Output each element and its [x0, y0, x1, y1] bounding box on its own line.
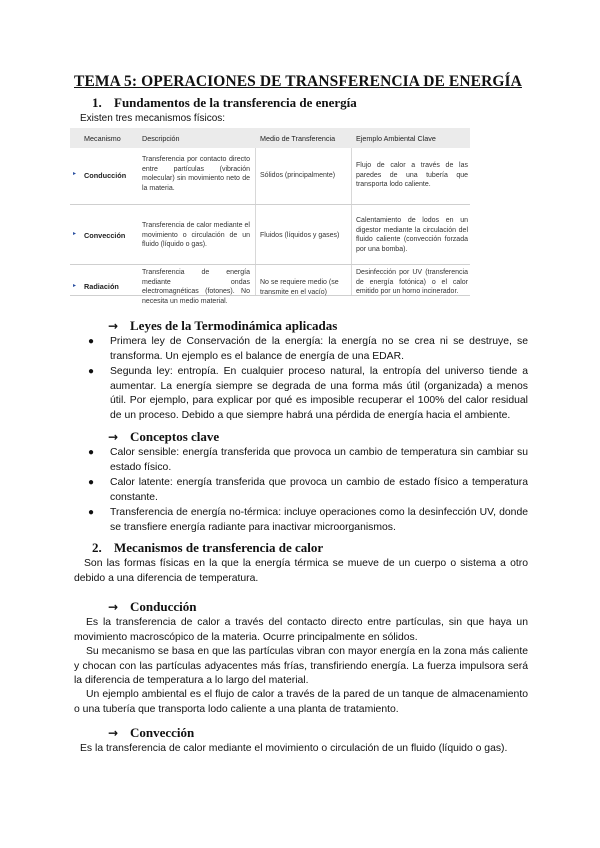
- concepts-list: [88, 446, 528, 535]
- list-item-text: Calor latente: energía transferida que provoca un cambio de estado físico a temperatura constante.: [110, 477, 528, 503]
- mechanism-name: Radiación: [84, 282, 119, 291]
- section-2-text: Son las formas físicas en la que la energía térmica se mueve de un cuerpo o sistema a otro debido a una diferencia de temperatura.: [74, 558, 528, 584]
- list-item: [88, 365, 528, 423]
- mechanism-medium: Sólidos (principalmente): [260, 172, 336, 179]
- mechanism-description: Transferencia de energía mediante ondas electromagnéticas (fotones). No necesita un medio material.: [142, 269, 250, 305]
- conduction-paragraph: Su mecanismo se basa en que las partículas vibran con mayor energía en la zona más caliente y chocan con las partículas adyacentes más frías, transfiriendo energía. La fuerza impulsora será la diferencia de temperatura a lo largo del material.: [74, 646, 528, 686]
- laws-list: [88, 335, 528, 423]
- convection-heading-text: Convección: [130, 725, 195, 740]
- bullet-icon: ●: [88, 366, 95, 377]
- row-marker-icon: ▸: [73, 171, 77, 177]
- list-item-text: Transferencia de energía no-térmica: incluye operaciones como la desinfección UV, donde se transfiere energía radiante para inactivar microorganismos.: [110, 507, 528, 533]
- conduction-paragraph: Un ejemplo ambiental es el flujo de calor a través de la pared de un tanque de almacenamiento o una tubería que transporta lodo caliente a una planta de tratamiento.: [74, 689, 528, 715]
- concepts-heading-text: Conceptos clave: [130, 429, 220, 444]
- row-marker-icon: ▸: [73, 231, 77, 237]
- mechanism-name: Conducción: [84, 171, 127, 180]
- conduction-heading-text: Conducción: [130, 599, 197, 614]
- mechanism-example: Desinfección por UV (transferencia de energía fotónica) o el calor emitido por un horno incinerador.: [356, 269, 468, 296]
- mechanism-name: Convección: [84, 231, 126, 240]
- column-divider: [351, 148, 352, 296]
- section-2-number: 2.: [92, 540, 102, 555]
- section-1-title: Fundamentos de la transferencia de energía: [114, 95, 357, 110]
- laws-heading-text: Leyes de la Termodinámica aplicadas: [130, 318, 338, 333]
- list-item: [88, 335, 528, 364]
- column-divider: [255, 148, 256, 296]
- page-title: TEMA 5: OPERACIONES DE TRANSFERENCIA DE ENERGÍA: [74, 73, 522, 90]
- mechanism-medium: Fluidos (líquidos y gases): [260, 232, 340, 239]
- list-item: [88, 476, 528, 505]
- conduction-paragraph: Es la transferencia de calor a través del contacto directo entre partículas, sin que haya un movimiento macroscópico de la materia. Ocurre principalmente en sólidos.: [74, 617, 528, 643]
- bullet-icon: ●: [88, 336, 95, 347]
- mechanism-description: Transferencia de calor mediante el movimiento o circulación de un fluido (líquido o gas).: [142, 222, 250, 249]
- row-divider: [70, 204, 470, 205]
- arrow-right-icon: →: [108, 726, 119, 740]
- laws-heading: [108, 318, 337, 334]
- mechanisms-table: [70, 128, 470, 305]
- list-item: [88, 446, 528, 475]
- concepts-heading: [108, 429, 219, 445]
- header-medio: Medio de Transferencia: [260, 128, 360, 148]
- section-2-heading: [92, 540, 323, 556]
- convection-text: Es la transferencia de calor mediante el movimiento o circulación de un fluido (líquido o gas).: [80, 743, 508, 754]
- section-2-title: Mecanismos de transferencia de calor: [114, 540, 324, 555]
- header-mecanismo: Mecanismo: [84, 128, 144, 148]
- intro-text: Existen tres mecanismos físicos:: [80, 113, 226, 124]
- bullet-icon: ●: [88, 507, 95, 518]
- header-descripcion: Descripción: [142, 128, 252, 148]
- section-1-number: 1.: [92, 95, 102, 110]
- conduction-heading: [108, 599, 196, 615]
- list-item: [88, 506, 528, 535]
- list-item-text: Calor sensible: energía transferida que provoca un cambio de temperatura sin cambiar su estado físico.: [110, 447, 528, 473]
- section-1-heading: [92, 95, 357, 111]
- mechanism-example: Calentamiento de lodos en un digestor mediante la circulación del fluido caliente (convección forzada por una bomba).: [356, 217, 468, 253]
- list-item-text: Primera ley de Conservación de la energía: la energía no se crea ni se destruye, se transforma. Un ejemplo es el balance de energía de una EDAR.: [110, 336, 528, 362]
- bullet-icon: ●: [88, 447, 95, 458]
- bullet-icon: ●: [88, 477, 95, 488]
- mechanism-example: Flujo de calor a través de las paredes de una tubería que transporta lodo caliente.: [356, 162, 468, 189]
- list-item-text: Segunda ley: entropía. En cualquier proceso natural, la entropía del universo tiende a aumentar. La energía siempre se degrada de una forma más útil (organizada) a menos útil. Por ejemplo, para explicar por qué es imposible recuperar el 100% del calor residual de un proceso. Debido a que siempre habrá una pérdida de energía hacia el ambiente.: [110, 366, 528, 421]
- mechanism-medium: No se requiere medio (se transmite en el vacío): [260, 279, 339, 296]
- convection-heading: [108, 725, 194, 741]
- arrow-right-icon: →: [108, 600, 119, 614]
- arrow-right-icon: →: [108, 430, 119, 444]
- row-marker-icon: ▸: [73, 283, 77, 289]
- mechanism-description: Transferencia por contacto directo entre partículas (vibración molecular) sin movimiento neto de la materia.: [142, 156, 250, 192]
- row-divider: [70, 264, 470, 265]
- header-ejemplo: Ejemplo Ambiental Clave: [356, 128, 470, 148]
- arrow-right-icon: →: [108, 319, 119, 333]
